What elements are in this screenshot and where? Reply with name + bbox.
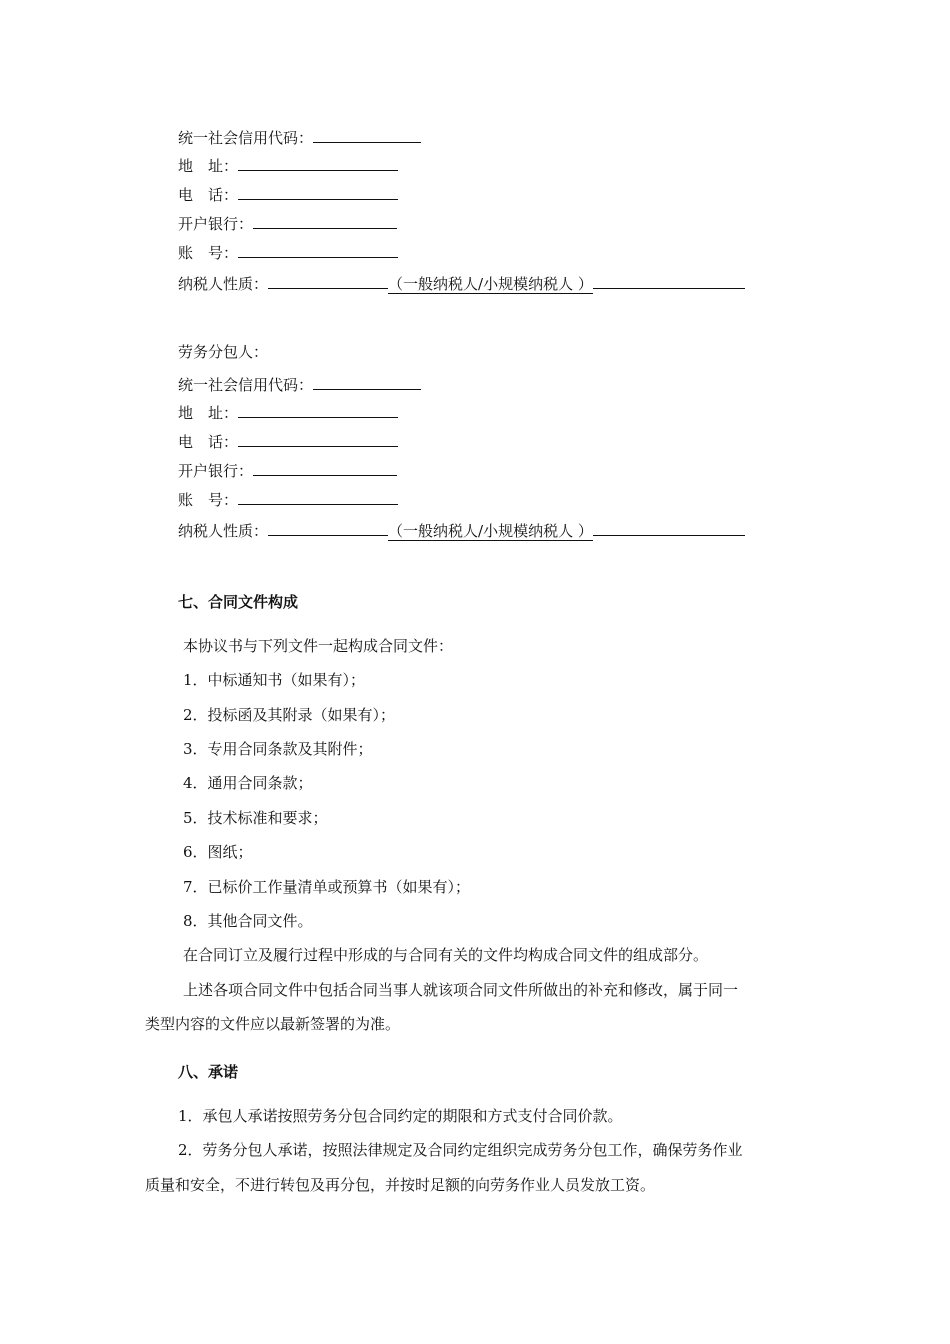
- section-7-heading: 七、合同文件构成: [178, 593, 299, 611]
- section-7-paragraph-2-line-1: 上述各项合同文件中包括合同当事人就该项合同文件所做出的补充和修改，属于同一: [183, 981, 739, 999]
- party-a-tax-row: [178, 272, 745, 294]
- tax-nature-options: （一般纳税人/小规模纳税人 ）: [388, 275, 593, 293]
- bank-label: 开户银行：: [178, 215, 254, 233]
- list-item: 6．图纸；: [183, 843, 253, 861]
- section-7-paragraph-1: 在合同订立及履行过程中形成的与合同有关的文件均构成合同文件的组成部分。: [183, 946, 709, 964]
- section-7-paragraph-2-line-2: 类型内容的文件应以最新签署的为准。: [145, 1015, 401, 1033]
- tax-nature-label: 纳税人性质：: [178, 522, 269, 540]
- credit-code-blank[interactable]: [313, 373, 421, 390]
- list-item: 7．已标价工作量清单或预算书（如果有）；: [183, 878, 471, 896]
- sub-bank-row: [178, 459, 397, 481]
- section-8-heading: 八、承诺: [178, 1063, 239, 1081]
- tax-nature-blank-left[interactable]: [268, 519, 388, 536]
- account-label: 账 号：: [178, 491, 239, 509]
- phone-blank[interactable]: [238, 430, 398, 447]
- bank-blank[interactable]: [253, 212, 397, 229]
- party-a-credit-code-row: [178, 126, 421, 148]
- tax-nature-blank-right[interactable]: [593, 272, 745, 289]
- party-a-account-row: [178, 241, 398, 263]
- credit-code-blank[interactable]: [313, 126, 421, 143]
- address-label: 地 址：: [178, 404, 239, 422]
- list-item: 8．其他合同文件。: [183, 912, 313, 930]
- list-item: 5．技术标准和要求；: [183, 809, 328, 827]
- party-a-bank-row: [178, 212, 397, 234]
- tax-nature-blank-left[interactable]: [268, 272, 388, 289]
- party-a-phone-row: [178, 183, 398, 205]
- sub-tax-row: [178, 519, 745, 541]
- list-item: 1．中标通知书（如果有）；: [183, 671, 366, 689]
- tax-nature-blank-right[interactable]: [593, 519, 745, 536]
- credit-code-label: 统一社会信用代码：: [178, 129, 314, 147]
- list-item: 3．专用合同条款及其附件；: [183, 740, 373, 758]
- bank-label: 开户银行：: [178, 462, 254, 480]
- account-blank[interactable]: [238, 241, 398, 258]
- account-blank[interactable]: [238, 488, 398, 505]
- bank-blank[interactable]: [253, 459, 397, 476]
- party-a-address-row: [178, 154, 398, 176]
- sub-account-row: [178, 488, 398, 510]
- list-item: 2．投标函及其附录（如果有）；: [183, 706, 396, 724]
- list-item: 4．通用合同条款；: [183, 774, 313, 792]
- section-8-item-2-line-2: 质量和安全，不进行转包及再分包，并按时足额的向劳务作业人员发放工资。: [145, 1176, 656, 1194]
- section-8-item-1: 1．承包人承诺按照劳务分包合同约定的期限和方式支付合同价款。: [178, 1107, 623, 1125]
- credit-code-label: 统一社会信用代码：: [178, 376, 314, 394]
- phone-label: 电 话：: [178, 186, 239, 204]
- subcontractor-title: 劳务分包人：: [178, 343, 269, 361]
- tax-nature-label: 纳税人性质：: [178, 275, 269, 293]
- address-label: 地 址：: [178, 157, 239, 175]
- address-blank[interactable]: [238, 401, 398, 418]
- sub-address-row: [178, 401, 398, 423]
- address-blank[interactable]: [238, 154, 398, 171]
- sub-phone-row: [178, 430, 398, 452]
- account-label: 账 号：: [178, 244, 239, 262]
- sub-credit-code-row: [178, 373, 421, 395]
- section-8-item-2-line-1: 2．劳务分包人承诺，按照法律规定及合同约定组织完成劳务分包工作，确保劳务作业: [178, 1141, 743, 1159]
- phone-blank[interactable]: [238, 183, 398, 200]
- tax-nature-options: （一般纳税人/小规模纳税人 ）: [388, 522, 593, 540]
- phone-label: 电 话：: [178, 433, 239, 451]
- section-7-intro: 本协议书与下列文件一起构成合同文件：: [183, 637, 454, 655]
